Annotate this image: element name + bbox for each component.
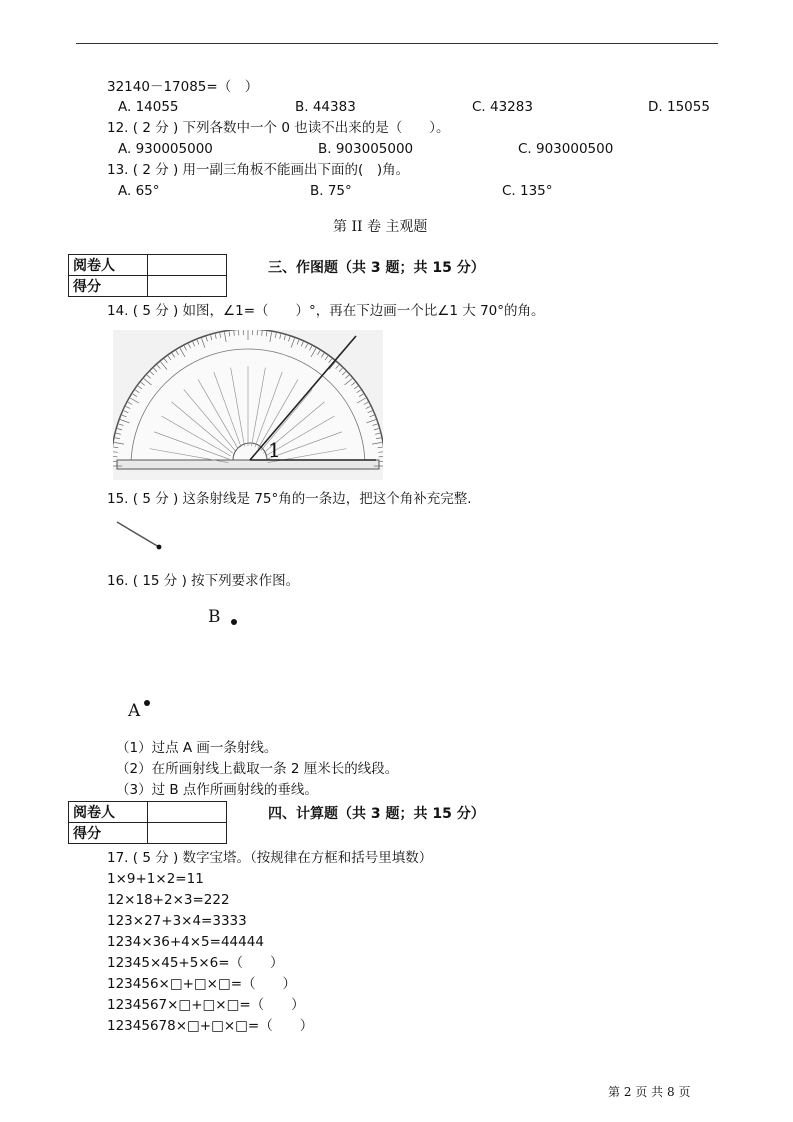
q14-stem: 14. ( 5 分 ) 如图，∠1=（ ）°，再在下边画一个比∠1 大 70°的角。 <box>107 303 545 319</box>
part2-title: 第 II 卷 主观题 <box>333 219 428 235</box>
q11-option-b[interactable]: B. 44383 <box>295 99 356 115</box>
pyramid-line-1: 1×9+1×2=11 <box>107 871 204 887</box>
q11-option-c[interactable]: C. 43283 <box>472 99 533 115</box>
point-a-dot[interactable] <box>144 700 150 706</box>
q15-ray-figure <box>112 518 168 556</box>
q12-option-b[interactable]: B. 903005000 <box>318 141 414 157</box>
q11-option-d[interactable]: D. 15055 <box>648 99 710 115</box>
q16-step-2: （2）在所画射线上截取一条 2 厘米长的线段。 <box>116 761 399 777</box>
q15-stem: 15. ( 5 分 ) 这条射线是 75°角的一条边，把这个角补充完整. <box>107 491 472 507</box>
pyramid-line-5[interactable]: 12345×45+5×6=（ ） <box>107 955 284 971</box>
q16-step-3: （3）过 B 点作所画射线的垂线。 <box>116 782 318 798</box>
footer-suffix: 页 <box>678 1085 691 1099</box>
score-cell[interactable] <box>148 823 227 844</box>
ray-line <box>117 522 159 547</box>
q12-option-a[interactable]: A. 930005000 <box>118 141 213 157</box>
footer-prefix: 第 <box>608 1085 621 1099</box>
pyramid-line-6[interactable]: 123456×□+□×□=（ ） <box>107 976 297 992</box>
q16-step-1: （1）过点 A 画一条射线。 <box>116 740 278 756</box>
protractor-base <box>117 460 379 469</box>
q16-stem: 16. ( 15 分 ) 按下列要求作图。 <box>107 573 300 589</box>
q13-stem: 13. ( 2 分 ) 用一副三角板不能画出下面的( )角。 <box>107 162 410 178</box>
reviewer-label: 阅卷人 <box>69 802 148 823</box>
angle-1-label: 1 <box>268 438 281 462</box>
section3-title: 三、作图题（共 3 题；共 15 分） <box>268 260 485 276</box>
score-table-section4 <box>68 801 227 844</box>
pyramid-line-7[interactable]: 1234567×□+□×□=（ ） <box>107 997 305 1013</box>
score-label: 得分 <box>69 823 148 844</box>
reviewer-cell[interactable] <box>148 255 227 276</box>
q11-expression: 32140－17085=（ ） <box>107 79 259 95</box>
pyramid-line-8[interactable]: 12345678×□+□×□=（ ） <box>107 1018 314 1034</box>
protractor-figure <box>113 330 383 480</box>
pyramid-line-2: 12×18+2×3=222 <box>107 892 230 908</box>
q13-option-b[interactable]: B. 75° <box>310 183 352 199</box>
point-b-dot[interactable] <box>231 619 237 625</box>
q12-stem: 12. ( 2 分 ) 下列各数中一个 0 也读不出来的是（ ）。 <box>107 120 450 136</box>
page-footer <box>608 1083 690 1100</box>
q17-stem: 17. ( 5 分 ) 数字宝塔。（按规律在方框和括号里填数） <box>107 850 433 866</box>
reviewer-label: 阅卷人 <box>69 255 148 276</box>
point-b-label: B <box>208 607 221 627</box>
q13-option-c[interactable]: C. 135° <box>502 183 553 199</box>
pyramid-line-4: 1234×36+4×5=44444 <box>107 934 264 950</box>
footer-total-pages: 8 <box>666 1085 675 1099</box>
reviewer-cell[interactable] <box>148 802 227 823</box>
footer-mid: 页 共 <box>635 1085 664 1099</box>
header-rule <box>76 43 718 44</box>
score-cell[interactable] <box>148 276 227 297</box>
point-a-label: A <box>128 701 141 721</box>
score-table-section3 <box>68 254 227 297</box>
pyramid-line-3: 123×27+3×4=3333 <box>107 913 247 929</box>
q11-option-a[interactable]: A. 14055 <box>118 99 179 115</box>
footer-page-number: 2 <box>623 1085 632 1099</box>
section4-title: 四、计算题（共 3 题；共 15 分） <box>268 806 485 822</box>
q13-option-a[interactable]: A. 65° <box>118 183 160 199</box>
score-label: 得分 <box>69 276 148 297</box>
ray-endpoint <box>157 545 162 550</box>
q12-option-c[interactable]: C. 903000500 <box>518 141 614 157</box>
